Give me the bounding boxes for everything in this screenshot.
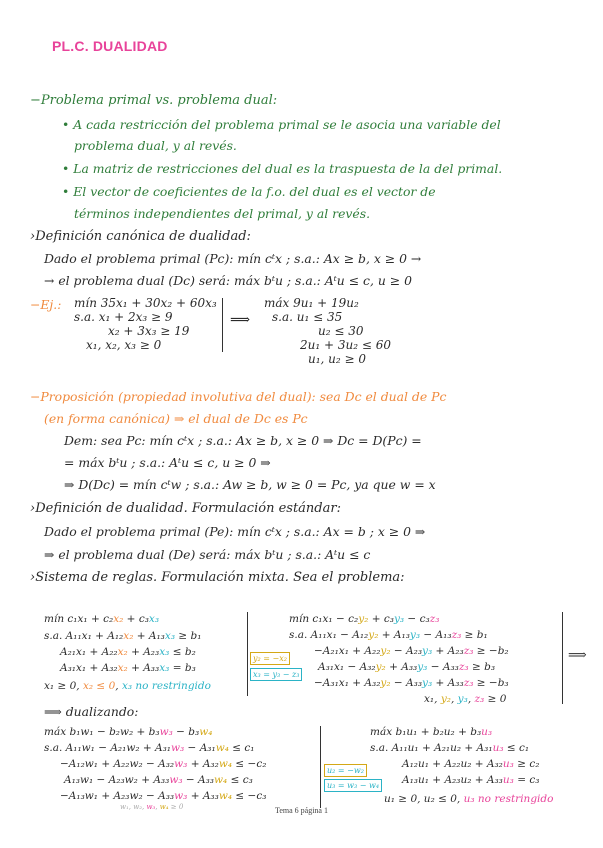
mixed-constraint: A₃₁x₁ + A₃₂x₂ + A₃₃x₃ = b₃	[60, 662, 196, 674]
mixed-objective: mín c₁x₁ + c₂x₂ + c₃x₃	[44, 613, 160, 625]
text-line: Dado el problema primal (Pe): mín cᵗx ; s.a.: Ax = b ; x ≥ 0 ⇒	[44, 524, 426, 539]
dualizing-heading: ⟹ dualizando:	[44, 704, 139, 719]
text-line: → el problema dual (Dc) será: máx bᵗu ; s.a.: Aᵗu ≤ c, u ≥ 0	[44, 273, 412, 288]
dual-constraint: −A₁₂w₁ + A₂₂w₂ − A₃₂w₃ + A₃₂w₄ ≤ −c₂	[60, 758, 267, 770]
mixed-constraint: A₂₁x₁ + A₂₂x₂ + A₂₃x₃ ≤ b₂	[60, 646, 196, 658]
proof-line: = máx bᵗu ; s.a.: Aᵗu ≤ c, u ≥ 0 ⇒	[64, 455, 271, 470]
dual-constraint: 2u₁ + 3u₂ ≤ 60	[300, 338, 391, 352]
final-dual-objective: máx b₁u₁ + b₂u₂ + b₃u₃	[370, 726, 493, 738]
text-line: ⇒ el problema dual (De) será: máx bᵗu ; s.a.: Aᵗu ≤ c	[44, 547, 371, 562]
dual-constraint: s.a. A₁₁w₁ − A₂₁w₂ + A₃₁w₃ − A₃₁w₄ ≤ c₁	[44, 742, 255, 754]
primal-vs-dual-heading: −Problema primal vs. problema dual:	[30, 93, 278, 108]
bullet-line: términos independientes del primal, y al revés.	[74, 206, 371, 221]
brace	[218, 298, 223, 352]
dual-objective: máx 9u₁ + 19u₂	[264, 296, 359, 310]
primal-constraint: x₂ + 3x₃ ≥ 19	[108, 324, 190, 338]
rules-heading: ›Sistema de reglas. Formulación mixta. Sea el problema:	[30, 570, 405, 585]
dual-constraint: −A₁₃w₁ + A₂₃w₂ − A₃₃w₃ + A₃₃w₄ ≤ −c₃	[60, 790, 267, 802]
bullet-line: problema dual, y al revés.	[74, 138, 237, 153]
brace	[243, 612, 248, 696]
proposition-heading: −Proposición (propiedad involutiva del dual): sea Dc el dual de Pc	[30, 389, 447, 404]
canonical-constraint: −A₂₁x₁ + A₂₂y₂ − A₂₃y₃ + A₂₃z₃ ≥ −b₂	[314, 645, 509, 657]
primal-objective: mín 35x₁ + 30x₂ + 60x₃	[74, 296, 217, 310]
mixed-sign: x₁ ≥ 0, x₂ ≤ 0, x₃ no restringido	[44, 680, 211, 692]
canonical-definition-heading: ›Definición canónica de dualidad:	[30, 229, 251, 244]
final-dual-sign: u₁ ≥ 0, u₂ ≤ 0, u₃ no restringido	[384, 793, 554, 805]
proof-line: ⇒ D(Dc) = mín cᵗw ; s.a.: Aw ≥ b, w ≥ 0 = Pc, ya que w = x	[64, 477, 436, 492]
proof-line: Dem: sea Pc: mín cᵗx ; s.a.: Ax ≥ b, x ≥ 0 ⇒ Dc = D(Pc) =	[64, 433, 422, 448]
implies-arrow: ⟹	[568, 648, 587, 663]
bullet-line: • La matriz de restricciones del dual es la traspuesta de la del primal.	[62, 161, 503, 176]
substitution-box: y₂ = −x₂	[250, 652, 290, 665]
substitution-box: u₂ = −w₂	[324, 764, 367, 777]
final-dual-constraint: A₁₂u₁ + A₂₂u₂ + A₃₂u₃ ≥ c₂	[402, 758, 540, 770]
final-dual-constraint: s.a. A₁₁u₁ + A₂₁u₂ + A₃₁u₃ ≤ c₁	[370, 742, 530, 754]
page-title: PL.C. DUALIDAD	[52, 38, 168, 54]
implies-arrow: ⟹	[230, 312, 251, 328]
standard-definition-heading: ›Definición de dualidad. Formulación estándar:	[30, 501, 341, 516]
dual-sign-cut: w₁, w₂, w₃, w₄ ≥ 0	[120, 803, 184, 811]
canonical-sign: x₁, y₂, y₃, z₃ ≥ 0	[424, 693, 507, 705]
primal-sign: x₁, x₂, x₃ ≥ 0	[86, 338, 162, 352]
bullet-line: • A cada restricción del problema primal se le asocia una variable del	[62, 117, 501, 132]
final-dual-constraint: A₁₃u₁ + A₂₃u₂ + A₃₃u₃ = c₃	[402, 774, 540, 786]
dual-objective: máx b₁w₁ − b₂w₂ + b₃w₃ − b₃w₄	[44, 726, 213, 738]
mixed-constraint: s.a. A₁₁x₁ + A₁₂x₂ + A₁₃x₃ ≥ b₁	[44, 630, 202, 642]
dual-sign: u₁, u₂ ≥ 0	[308, 352, 367, 366]
example-label: −Ej.:	[30, 297, 62, 312]
brace	[558, 612, 563, 704]
bullet-line: • El vector de coeficientes de la f.o. del dual es el vector de	[62, 184, 436, 199]
canonical-constraint: s.a. A₁₁x₁ − A₁₂y₂ + A₁₃y₃ − A₁₃z₃ ≥ b₁	[289, 629, 488, 641]
brace	[316, 726, 321, 808]
canonical-constraint: A₃₁x₁ − A₃₂y₂ + A₃₃y₃ − A₃₃z₃ ≥ b₃	[318, 661, 496, 673]
canonical-constraint: −A₃₁x₁ + A₃₂y₂ − A₃₃y₃ + A₃₃z₃ ≥ −b₃	[314, 677, 509, 689]
substitution-box: u₃ = w₃ − w₄	[324, 779, 382, 792]
dual-constraint: A₁₃w₁ − A₂₃w₂ + A₃₃w₃ − A₃₃w₄ ≤ c₃	[64, 774, 253, 786]
text-line: Dado el problema primal (Pc): mín cᵗx ; s.a.: Ax ≥ b, x ≥ 0 →	[44, 251, 422, 266]
dual-constraint: s.a. u₁ ≤ 35	[272, 310, 343, 324]
dual-constraint: u₂ ≤ 30	[318, 324, 364, 338]
proposition-line: (en forma canónica) ⇒ el dual de Dc es Pc	[44, 411, 308, 426]
canonical-objective: mín c₁x₁ − c₂y₂ + c₃y₃ − c₃z₃	[289, 613, 440, 625]
primal-constraint: s.a. x₁ + 2x₃ ≥ 9	[74, 310, 173, 324]
substitution-box: x₃ = y₃ − z₃	[250, 668, 302, 681]
page-footer: Tema 6 página 1	[275, 806, 328, 815]
